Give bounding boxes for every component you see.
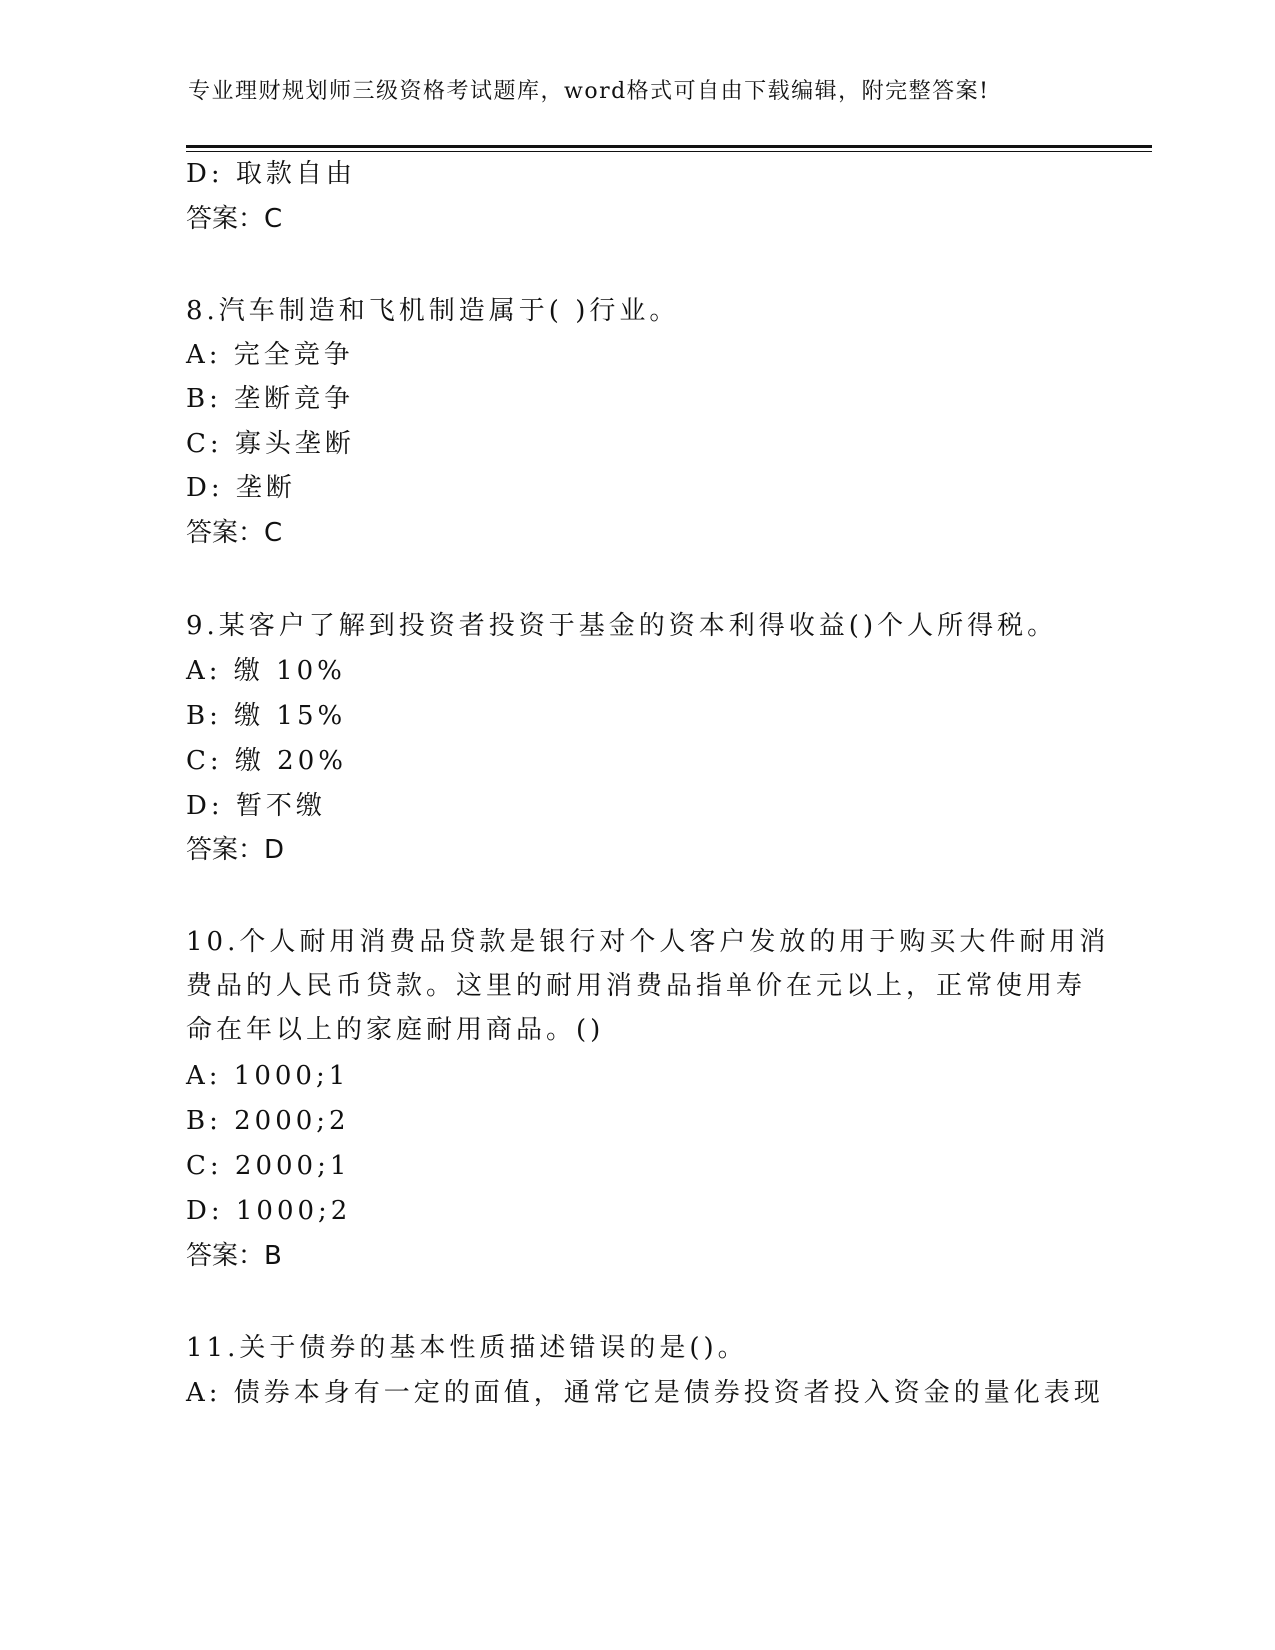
q10-answer: 答案：B <box>186 1241 282 1271</box>
q8-answer: 答案：C <box>186 518 283 548</box>
q10-option-c: C: 2000;1 <box>186 1151 351 1181</box>
q10-stem-line3: 命在年以上的家庭耐用商品。() <box>186 1015 605 1045</box>
header-rule-thin <box>186 151 1152 152</box>
header-rule-thick <box>186 145 1152 148</box>
q10-option-d: D: 1000;2 <box>186 1196 352 1226</box>
prev-option-d: D: 取款自由 <box>186 159 356 189</box>
q8-option-b: B: 垄断竞争 <box>186 384 355 414</box>
prev-answer: 答案：C <box>186 204 283 234</box>
q9-answer: 答案：D <box>186 835 285 865</box>
q9-stem: 9.某客户了解到投资者投资于基金的资本利得收益()个人所得税。 <box>186 611 1058 641</box>
q10-stem-line1: 10.个人耐用消费品贷款是银行对个人客户发放的用于购买大件耐用消 <box>186 927 1110 957</box>
q9-option-d: D: 暂不缴 <box>186 791 326 821</box>
q10-option-b: B: 2000;2 <box>186 1106 350 1136</box>
q8-stem: 8.汽车制造和飞机制造属于( )行业。 <box>186 296 680 326</box>
q9-option-c: C: 缴 20% <box>186 746 347 776</box>
q10-stem-line2: 费品的人民币贷款。这里的耐用消费品指单价在元以上，正常使用寿 <box>186 971 1087 1001</box>
page-header: 专业理财规划师三级资格考试题库，word格式可自由下载编辑，附完整答案! <box>188 79 990 104</box>
q9-option-b: B: 缴 15% <box>186 701 347 731</box>
q11-stem: 11.关于债券的基本性质描述错误的是()。 <box>186 1333 748 1363</box>
q11-option-a: A: 债券本身有一定的面值，通常它是债券投资者投入资金的量化表现 <box>186 1378 1104 1408</box>
q8-option-c: C: 寡头垄断 <box>186 429 355 459</box>
q8-option-a: A: 完全竞争 <box>186 340 354 370</box>
q8-option-d: D: 垄断 <box>186 473 296 503</box>
q10-option-a: A: 1000;1 <box>186 1061 350 1091</box>
q9-option-a: A: 缴 10% <box>186 656 346 686</box>
